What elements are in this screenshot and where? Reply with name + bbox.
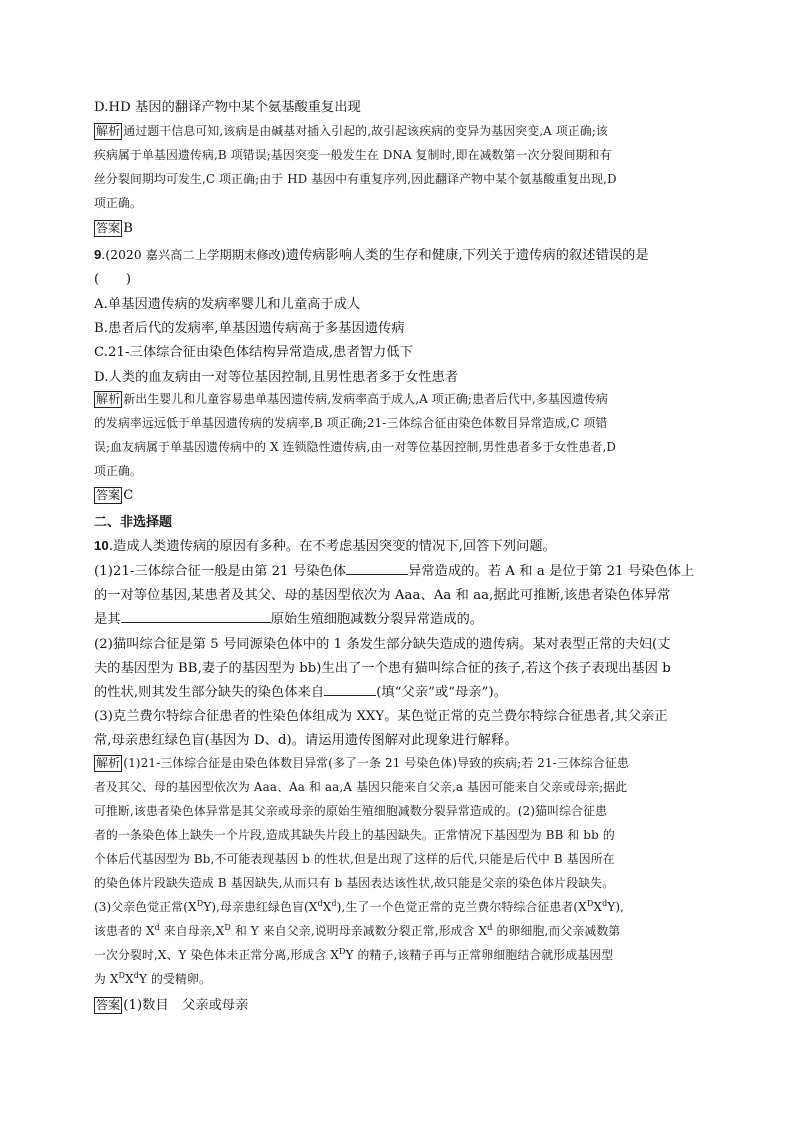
- q8-explanation-line: 解析 通过题干信息可知,该病是由碱基对插入引起的,故引起该疾病的变异为基因突变,A 项正确;该: [96, 124, 608, 138]
- q10-stem: 10.造成人类遗传病的原因有多种。在不考虑基因突变的情况下,回答下列问题。: [94, 538, 556, 554]
- q9-answer: 答案 C: [96, 488, 134, 503]
- q10-explanation-line: 一次分裂时,X、Y 染色体未正常分离,形成含 $X^DY$ 的精子,该精子再与正常卵细胞结合就形成基因型: [94, 947, 614, 962]
- q10-part2-line: 夫的基因型为 BB,妻子的基因型为 bb)生出了一个患有猫叫综合征的孩子,若这个孩子表现出基因 b: [94, 661, 671, 676]
- answer-tag: 答案: [96, 998, 121, 1012]
- q9-option-d: D.人类的血友病由一对等位基因控制,且男性患者多于女性患者: [94, 370, 459, 385]
- q9-answer-paren: ( ): [94, 272, 132, 287]
- question-source: .(2020 嘉兴高二上学期期末修改): [101, 248, 286, 262]
- explanation-tag: 解析: [96, 756, 121, 770]
- q9-stem: 9.(2020 嘉兴高二上学期期末修改)遗传病影响人类的生存和健康,下列关于遗传病的叙述错误的是: [94, 247, 649, 263]
- q8-explanation-line: 丝分裂间期均可发生,C 项正确;由于 HD 基因中有重复序列,因此翻译产物中某个氨基酸重复出现,D: [94, 172, 617, 186]
- q10-explanation-line: 该患者的 $X^d$ 来自母亲$,X^D$ 和 Y 来自父亲,说明母亲减数分裂正常,形成含 $X^d$ 的卵细胞,而父亲减数第: [94, 923, 621, 938]
- q9-option-b: B.患者后代的发病率,单基因遗传病高于多基因遗传病: [94, 321, 405, 336]
- answer-blank[interactable]: [121, 609, 271, 623]
- q10-part1-line: 的一对等位基因,某患者及其父、母的基因型依次为 Aaa、Aa 和 aa,据此可推断,该患者染色体异常: [94, 588, 671, 603]
- q9-explanation-line: 项正确。: [94, 464, 142, 478]
- q9-option-a: A.单基因遗传病的发病率婴儿和儿童高于成人: [94, 297, 361, 312]
- answer-tag: 答案: [96, 221, 121, 235]
- q10-part1-line: (1)21-三体综合征一般是由第 21 号染色体 异常造成的。若 A 和 a 是位于第 21 号染色体上: [94, 560, 694, 579]
- q10-part2-line: (2)猫叫综合征是第 5 号同源染色体中的 1 条发生部分缺失造成的遗传病。某对表型正常的夫妇(丈: [94, 637, 671, 652]
- q9-explanation-line: 误;血友病属于单基因遗传病中的 X 连锁隐性遗传病,由一对等位基因控制,男性患者多于女性患者,D: [94, 440, 617, 454]
- q9-explanation-line: 解析 新出生婴儿和儿童容易患单基因遗传病,发病率高于成人,A 项正确;患者后代中,多基因遗传病: [96, 392, 608, 406]
- explanation-tag: 解析: [96, 124, 121, 138]
- explanation-tag: 解析: [96, 392, 121, 406]
- q8-explanation-line: 项正确。: [94, 196, 142, 210]
- q10-explanation-line: 的染色体片段缺失造成 B 基因缺失,从而只有 b 基因表达该性状,故只能是父亲的染色体片段缺失。: [94, 876, 615, 890]
- q10-explanation-line: 者的一条染色体上缺失一个片段,造成其缺失片段上的基因缺失。正常情况下基因型为 BB 和 bb 的: [94, 828, 615, 842]
- q10-part3-line: (3)克兰费尔特综合征患者的性染色体组成为 XXY。某色觉正常的克兰费尔特综合征患者,其父亲正: [94, 709, 668, 724]
- q10-part3-line: 常,母亲患红绿色盲(基因为 D、d)。请运用遗传图解对此现象进行解释。: [94, 733, 518, 748]
- q9-option-c: C.21-三体综合征由染色体结构异常造成,患者智力低下: [94, 345, 413, 360]
- q10-answer: 答案 (1)数目 父亲或母亲: [96, 998, 249, 1013]
- q10-part2-line: 的性状,则其发生部分缺失的染色体来自 (填“父亲”或“母亲”)。: [94, 681, 507, 700]
- q8-option-d: D.HD 基因的翻译产物中某个氨基酸重复出现: [94, 100, 361, 115]
- q10-explanation-line: (3)父亲色觉正常$(X^DY)$,母亲患红绿色盲$(X^dX^d)$,生了一个色觉正常的克兰费尔特综合征患者$(X^DX^dY)$,: [94, 899, 625, 914]
- q9-explanation-line: 的发病率远远低于单基因遗传病的发病率,B 项正确;21-三体综合征由染色体数目异常造成,C 项错: [94, 416, 608, 430]
- q10-explanation-line: 可推断,该患者染色体异常是其父亲或母亲的原始生殖细胞减数分裂异常造成的。(2)猫叫综合征患: [94, 804, 608, 818]
- question-number: 9: [94, 247, 102, 262]
- q10-part1-line: 是其 原始生殖细胞减数分裂异常造成的。: [94, 608, 483, 627]
- answer-tag: 答案: [96, 488, 121, 502]
- question-number: 10: [94, 538, 109, 553]
- q8-answer: 答案 B: [96, 221, 133, 236]
- answer-blank[interactable]: [346, 561, 408, 575]
- q10-explanation-line: 为 $X^DX^dY$ 的受精卵。: [94, 971, 212, 986]
- section-heading: 二、非选择题: [94, 515, 173, 530]
- q10-explanation-line: 个体后代基因型为 Bb,不可能表现基因 b 的性状,但是出现了这样的后代,只能是后代中 B 基因所在: [94, 852, 615, 866]
- q10-explanation-line: 者及其父、母的基因型依次为 Aaa、Aa 和 aa,A 基因只能来自父亲,a 基因可能来自父亲或母亲;据此: [94, 780, 628, 794]
- q10-explanation-line: 解析 (1)21-三体综合征是由染色体数目异常(多了一条 21 号染色体)导致的疾病;若 21-三体综合征患: [96, 756, 629, 770]
- q8-explanation-line: 疾病属于单基因遗传病,B 项错误;基因突变一般发生在 DNA 复制时,即在减数第一次分裂间期和有: [94, 148, 612, 162]
- answer-blank[interactable]: [324, 682, 376, 696]
